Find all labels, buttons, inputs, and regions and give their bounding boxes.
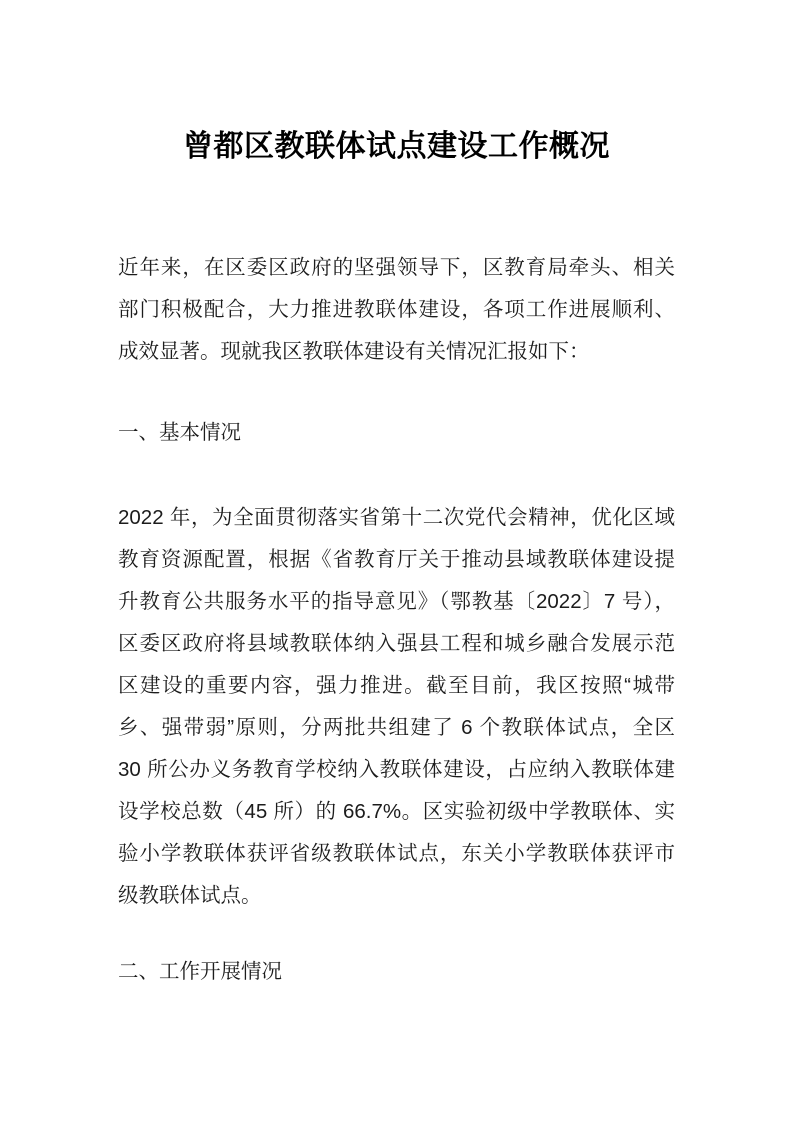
body-line-6: 乡、强带弱”原则，分两批共组建了 6 个教联体试点，全区 (118, 716, 675, 739)
intro-line-3: 成效显著。现就我区教联体建设有关情况汇报如下： (118, 340, 590, 363)
intro-paragraph (118, 247, 675, 373)
body-line-5: 区建设的重要内容，强力推进。截至目前，我区按照“城带 (118, 674, 675, 697)
intro-line-1: 近年来，在区委区政府的坚强领导下，区教育局牵头、相关 (118, 256, 675, 279)
body-line-9: 验小学教联体获评省级教联体试点，东关小学教联体获评市 (118, 842, 675, 865)
document-title: 曾都区教联体试点建设工作概况 (183, 130, 610, 163)
body-line-4: 区委区政府将县域教联体纳入强县工程和城乡融合发展示范 (118, 632, 675, 655)
body-line-8: 设学校总数（45 所）的 66.7%。区实验初级中学教联体、实 (118, 800, 675, 823)
body-line-7: 30 所公办义务教育学校纳入教联体建设，占应纳入教联体建 (118, 758, 675, 781)
section-2-heading: 二、工作开展情况 (118, 960, 282, 983)
body-line-10: 级教联体试点。 (118, 884, 262, 907)
intro-line-2: 部门积极配合，大力推进教联体建设，各项工作进展顺利、 (118, 298, 675, 321)
section-1-heading: 一、基本情况 (118, 421, 241, 444)
body-line-1: 2022 年，为全面贯彻落实省第十二次党代会精神，优化区域 (118, 506, 675, 529)
body-line-3: 升教育公共服务水平的指导意见》（鄂教基〔2022〕7 号）， (118, 590, 675, 613)
section-1-paragraph (118, 497, 675, 917)
body-line-2: 教育资源配置，根据《省教育厅关于推动县域教联体建设提 (118, 548, 675, 571)
